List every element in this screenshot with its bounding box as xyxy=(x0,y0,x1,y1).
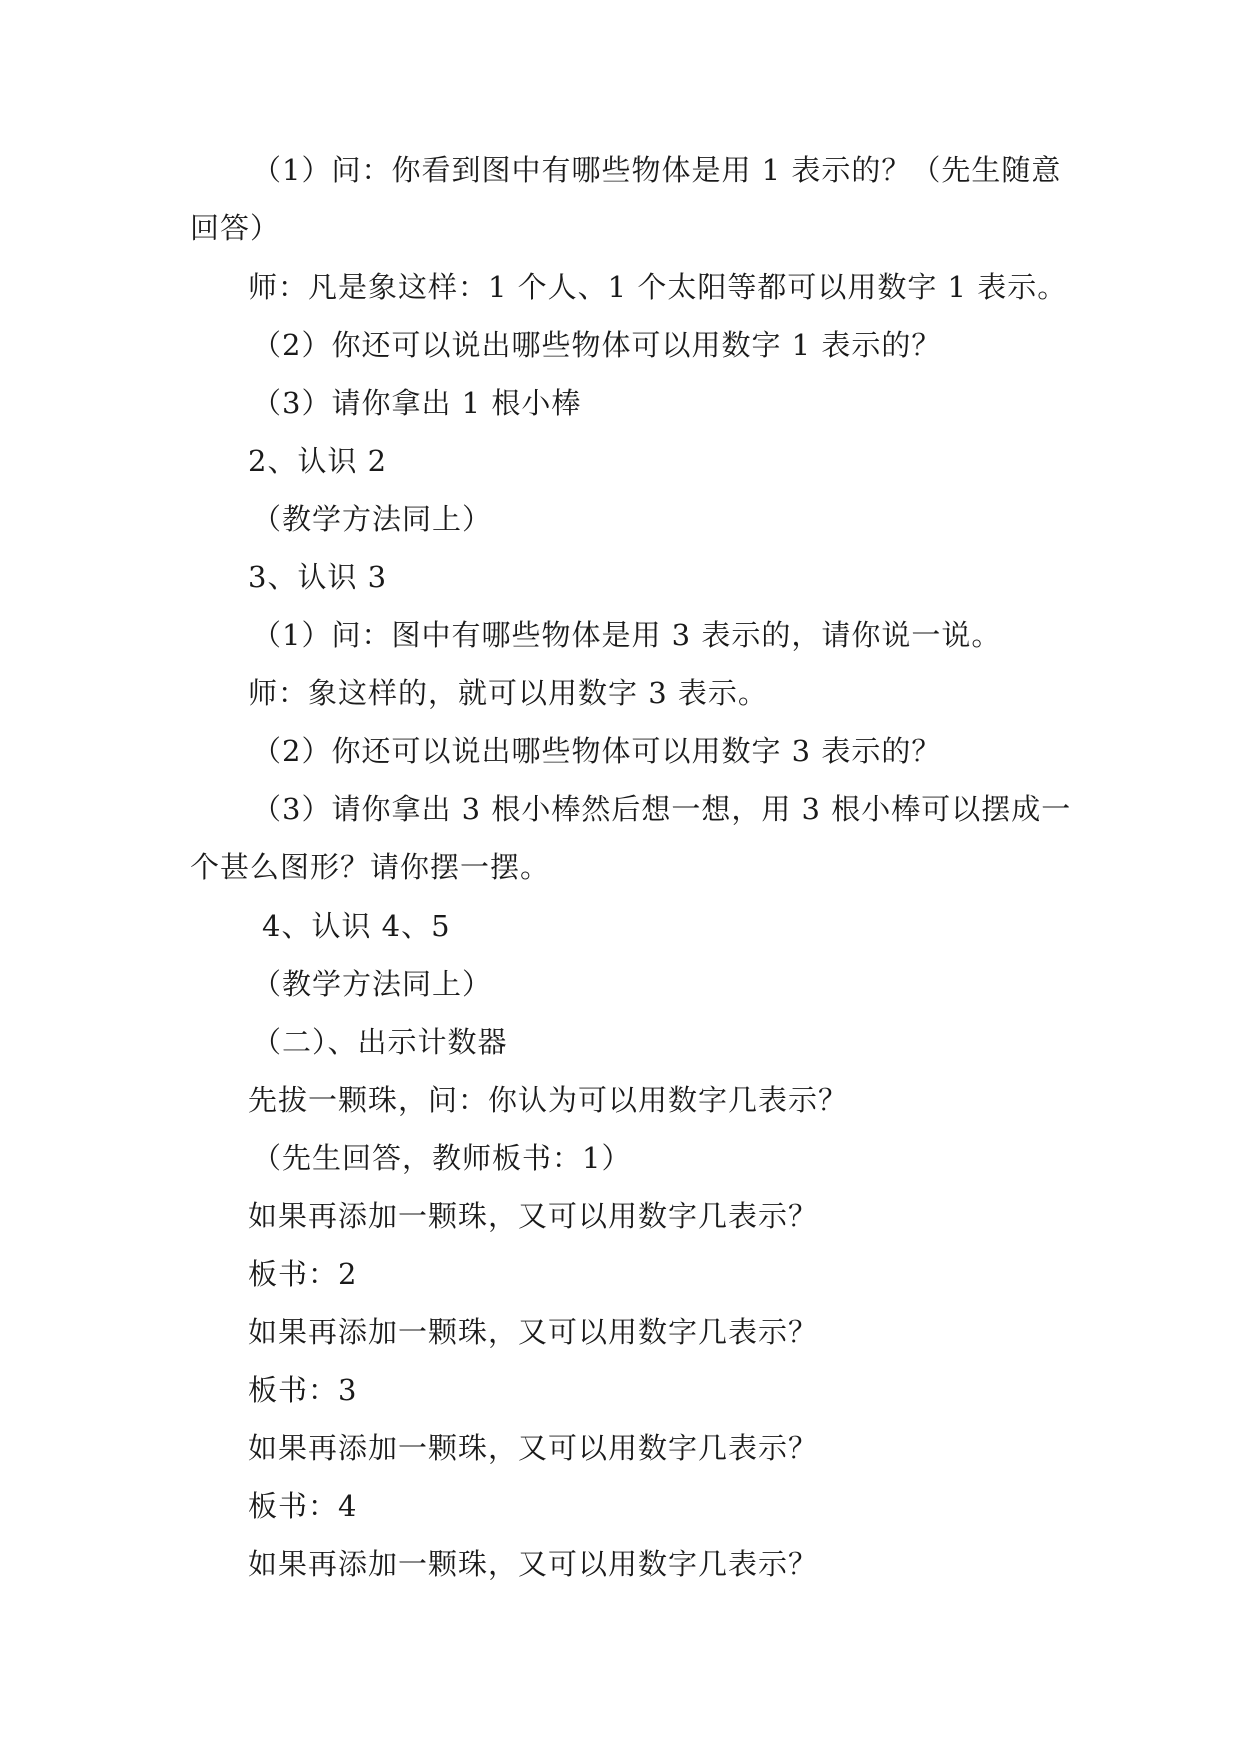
text-line: 先拔一颗珠，问：你认为可以用数字几表示？ xyxy=(248,1083,849,1117)
text-line: （2）你还可以说出哪些物体可以用数字 3 表示的？ xyxy=(252,734,942,768)
text-line: 师：象这样的，就可以用数字 3 表示。 xyxy=(248,676,768,710)
text-line: （3）请你拿出 1 根小棒 xyxy=(252,386,582,420)
text-line: （1）问：你看到图中有哪些物体是用 1 表示的？（先生随意 xyxy=(252,153,1062,187)
text-line: （1）问：图中有哪些物体是用 3 表示的，请你说一说。 xyxy=(252,618,1002,652)
text-line: （3）请你拿出 3 根小棒然后想一想，用 3 根小棒可以摆成一 xyxy=(252,792,1072,826)
text-line: 个甚么图形？请你摆一摆。 xyxy=(190,850,551,884)
text-line: 2、认识 2 xyxy=(248,444,388,478)
text-line: 回答） xyxy=(190,211,281,245)
text-line: 板书：2 xyxy=(248,1257,358,1291)
text-line: （教学方法同上） xyxy=(252,967,493,1001)
text-line: 板书：4 xyxy=(248,1489,358,1523)
text-line: 3、认识 3 xyxy=(248,560,388,594)
text-line: 如果再添加一颗珠，又可以用数字几表示？ xyxy=(248,1315,819,1349)
text-line: （二）、出示计数器 xyxy=(252,1025,508,1059)
text-line: 4、认识 4、5 xyxy=(262,909,451,943)
text-line: 板书：3 xyxy=(248,1373,358,1407)
text-line: 如果再添加一颗珠，又可以用数字几表示？ xyxy=(248,1431,819,1465)
text-line: （2）你还可以说出哪些物体可以用数字 1 表示的？ xyxy=(252,328,942,362)
text-line: （先生回答，教师板书：1） xyxy=(252,1141,632,1175)
text-line: 如果再添加一颗珠，又可以用数字几表示？ xyxy=(248,1199,819,1233)
text-line: （教学方法同上） xyxy=(252,502,493,536)
text-line: 师：凡是象这样：1 个人、1 个太阳等都可以用数字 1 表示。 xyxy=(248,270,1068,304)
text-line: 如果再添加一颗珠，又可以用数字几表示？ xyxy=(248,1547,819,1581)
